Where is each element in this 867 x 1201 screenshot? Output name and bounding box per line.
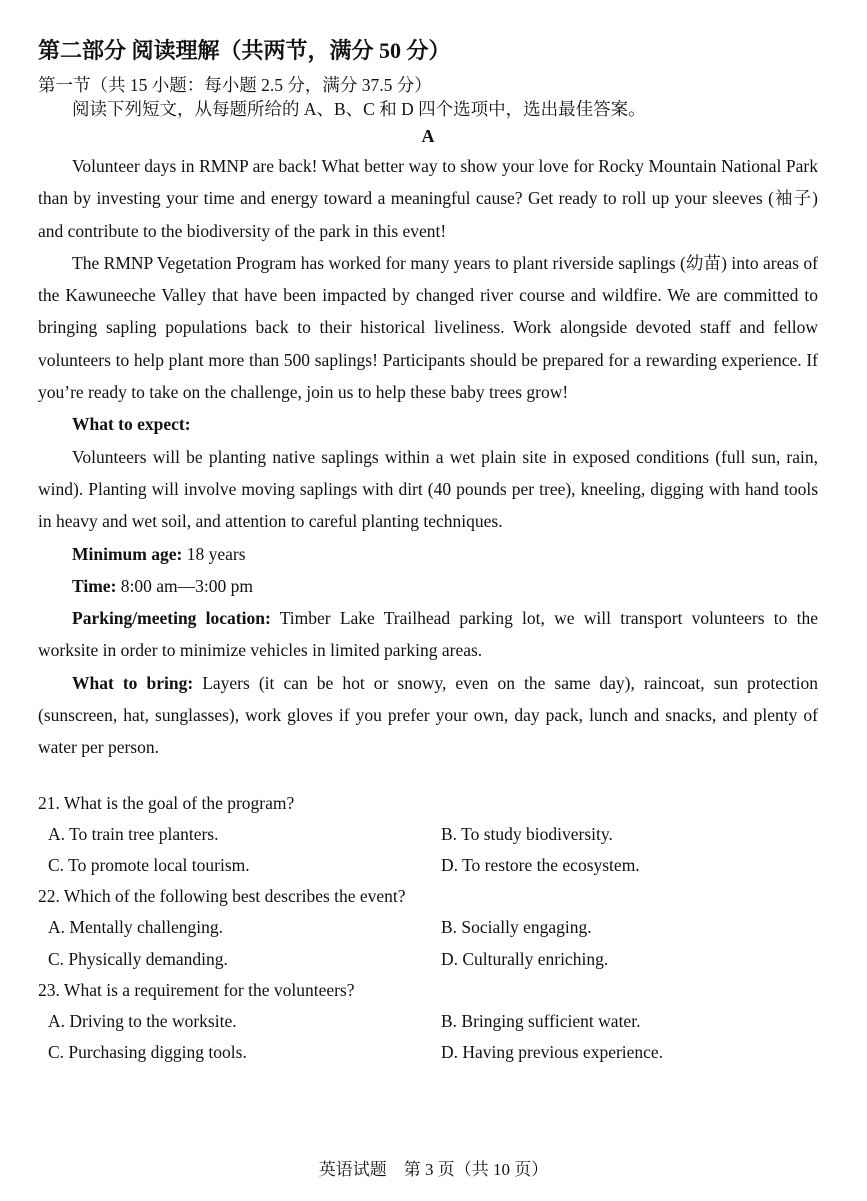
paragraph-2: The RMNP Vegetation Program has worked for many years to plant riverside saplings (幼苗) into areas of the Kawuneeche Valley that have been impacted by changed river course and wildfire. We are committed to bringing sapling populations back to their historical liveliness. Work alongside devoted staff and fellow volunteers to help plant more than 500 saplings! Participants should be prepared for a rewarding experience. If you’re ready to take on the challenge, join us to help these baby trees grow! (38, 252, 818, 403)
time-value: 8:00 am—3:00 pm (116, 575, 253, 596)
question-21-options-row-2 (38, 850, 818, 881)
question-22-option-c: C. Physically demanding. (48, 948, 228, 969)
parking-location (38, 602, 818, 667)
expect-heading-text: What to expect: (72, 414, 191, 435)
bring-value: Layers (it can be hot or snowy, even on the same day), raincoat, sun protection (sunscreen, hat, sunglasses), work gloves if you prefer your own, day pack, lunch and snacks, and plenty of water per person. (38, 672, 819, 758)
question-23-option-b: B. Bringing sufficient water. (441, 1011, 641, 1032)
parking-value: Timber Lake Trailhead parking lot, we will transport volunteers to the worksite in order to minimize vehicles in limited parking areas. (38, 608, 818, 661)
question-22-option-b: B. Socially engaging. (441, 917, 592, 938)
parking-label: Parking/meeting location: (72, 608, 271, 629)
part-title: 第二部分 阅读理解（共两节，满分 50 分） (38, 38, 451, 63)
question-22-option-d: D. Culturally enriching. (441, 948, 609, 969)
question-21-option-a: A. To train tree planters. (48, 823, 219, 844)
exam-page (38, 36, 818, 1068)
page-footer: 英语试题 第 3 页（共 10 页） (318, 1160, 549, 1179)
minimum-age-value: 18 years (182, 543, 246, 564)
time-label: Time: (72, 575, 117, 596)
question-21-options-row-1 (38, 819, 818, 850)
question-22-option-a: A. Mentally challenging. (48, 917, 223, 938)
expect-heading (38, 408, 818, 440)
question-22-options-row-1 (38, 912, 818, 943)
question-23-option-d: D. Having previous experience. (441, 1042, 664, 1063)
question-23-option-c: C. Purchasing digging tools. (48, 1042, 247, 1063)
bring-label: What to bring: (72, 672, 194, 693)
question-23-options-row-1 (38, 1006, 818, 1037)
question-22-options-row-2 (38, 944, 818, 975)
question-list (38, 788, 818, 1069)
passage-label: A (421, 126, 435, 146)
question-23-stem: 23. What is a requirement for the volunteers? (38, 979, 355, 1000)
question-21-stem: 21. What is the goal of the program? (38, 792, 295, 813)
what-to-bring (38, 667, 818, 764)
question-21-option-b: B. To study biodiversity. (441, 823, 613, 844)
paragraph-1: Volunteer days in RMNP are back! What better way to show your love for Rocky Mountain National Park than by investing your time and energy toward a meaningful cause? Get ready to roll up your sleeves (袖子) and contribute to the biodiversity of the park in this event! (38, 156, 818, 241)
question-21-option-c: C. To promote local tourism. (48, 855, 250, 876)
question-22-stem: 22. Which of the following best describes the event? (38, 886, 406, 907)
minimum-age (38, 538, 818, 570)
paragraph-3: Volunteers will be planting native saplings within a wet plain site in exposed conditions (full sun, rain, wind). Planting will involve moving saplings with dirt (40 pounds per tree), kneeling, digging with hand tools in heavy and wet soil, and attention to careful planting techniques. (38, 446, 818, 532)
question-21-option-d: D. To restore the ecosystem. (441, 855, 640, 876)
minimum-age-label: Minimum age: (72, 543, 183, 564)
question-23-option-a: A. Driving to the worksite. (48, 1011, 237, 1032)
question-23-options-row-2 (38, 1037, 818, 1068)
instruction: 阅读下列短文，从每题所给的 A、B、C 和 D 四个选项中，选出最佳答案。 (72, 99, 646, 119)
section-title: 第一节（共 15 小题：每小题 2.5 分，满分 37.5 分） (38, 75, 432, 95)
time (38, 570, 818, 602)
